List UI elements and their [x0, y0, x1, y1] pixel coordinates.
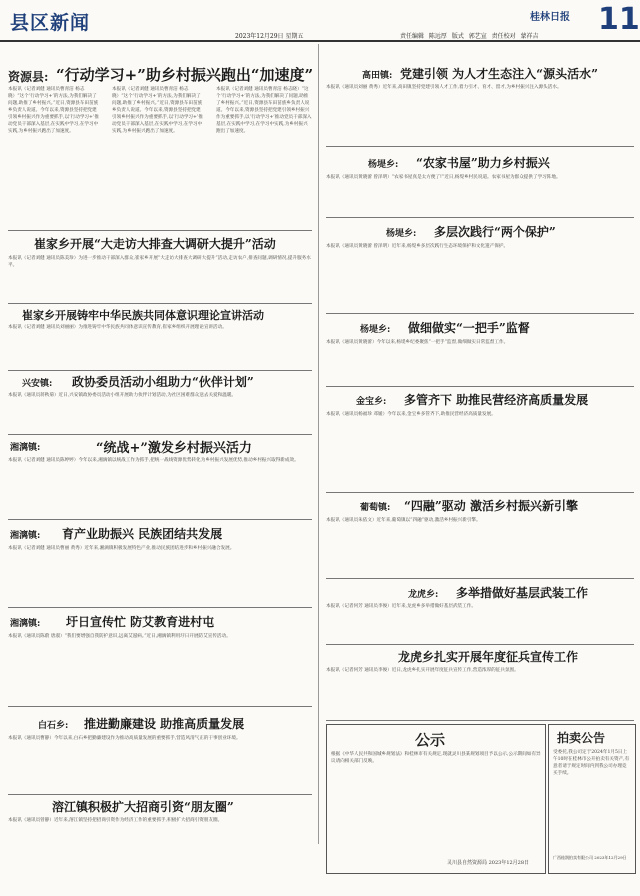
article-location: 金宝乡:: [356, 397, 387, 407]
divider: [8, 607, 312, 608]
article-body: 本报讯（通讯员黄晓蕾 曾泽明）近年来,杨堤乡多层次践行生态环境保护和文化遗产保护。: [326, 244, 509, 249]
page-header: [0, 0, 640, 42]
article-location: 葡萄镇:: [360, 503, 391, 513]
divider: [8, 230, 312, 231]
article-headline: 推进勤廉建设 助推高质量发展: [84, 717, 245, 731]
article-body: 本报讯（记者刘健 通讯员曹青洁 杨志晓）“这个‘行动学习+’的方法,为我们解决了问题,助推了乡村振兴。”近日,资源县车田苗族乡负责人说道。今年以来,资源县坚持把党建引领乡村振兴作为重要抓手,以‘行动学习+’推动党员干部深入基层,在实践中学习,在学习中实践,为乡村振兴跑出了加速度。: [8, 87, 99, 134]
article-headline: “农家书屋”助力乡村振兴: [416, 156, 550, 170]
article-headline: 崔家乡开展“大走访大排查大调研大提升”活动: [34, 237, 276, 251]
divider: [326, 217, 634, 218]
divider: [326, 578, 634, 579]
divider: [326, 492, 634, 493]
article-location: 湘漓镇:: [10, 531, 41, 541]
article-body: 本报讯（记者刘健 通讯员陈美珍）为进一步推动干部深入群众,崔家乡开展“大走访大排查大调研大提升”活动,走访农户,排查问题,调研情况,提升服务水平。: [8, 256, 311, 268]
divider: [8, 706, 312, 707]
article-location: 湘漓镇:: [10, 619, 41, 629]
notice-title: 公示: [415, 731, 446, 749]
article-headline: 做细做实“一把手”监督: [408, 321, 530, 335]
article-body: 本报讯（记者何芳 通讯员李俊）近年来,龙虎乡多举措做好基层武装工作。: [326, 604, 476, 609]
divider: [326, 386, 634, 387]
article-location: 杨堤乡:: [386, 229, 417, 239]
editor-credits: 责任编辑 陈远厚 版式 郭艺宣 责任校对 蒙祥吉: [400, 33, 539, 40]
newspaper-logo: 桂林日报: [530, 12, 570, 23]
article-location: 杨堤乡:: [360, 325, 391, 335]
article-body: 本报讯（通讯员黄晓蕾）今年以来,杨堤乡纪委聚焦“一把手”监督,做细做实日常监督工作。: [326, 340, 509, 345]
auction-title: 拍卖公告: [557, 731, 606, 745]
divider: [8, 794, 312, 795]
notice-body: 根据《中华人民共和国城乡规划法》和桂林市有关规定,现就灵川县某规划项目予以公示,公示期间如有异议请向相关部门反映。: [331, 752, 541, 764]
article-location: 资源县:: [8, 70, 49, 84]
article-location: 龙虎乡:: [408, 590, 439, 600]
article-headline: 圩日宣传忙 防艾教育进村屯: [66, 615, 215, 629]
article-headline: “四融”驱动 激活乡村振兴新引擎: [404, 499, 578, 513]
divider: [8, 519, 312, 520]
article-location: 兴安镇:: [22, 379, 53, 389]
article-headline: 党建引领 为人才生态注入“源头活水”: [400, 67, 598, 81]
issue-date: 2023年12月29日 星期五: [235, 33, 304, 40]
article-headline: 多管齐下 助推民营经济高质量发展: [404, 393, 589, 407]
divider: [326, 644, 634, 645]
article-headline: “行动学习+”助乡村振兴跑出“加速度”: [56, 66, 314, 84]
article-location: 杨堤乡:: [368, 160, 399, 170]
article-body: 本报讯（记者刘健 通讯员曹丽 黄秀）近年来,湘漓镇积极发展特色产业,推动民族团结进步和乡村振兴融合发展。: [8, 546, 235, 551]
article-location: 白石乡:: [38, 721, 69, 731]
article-body: 本报讯（通讯员曹静）今年以来,白石乡把勤廉建设作为推动高质量发展的重要抓手,营造风清气正的干事创业环境。: [8, 736, 241, 741]
notice-signature: 灵川县自然资源局 2023年12月28日: [447, 860, 530, 866]
article-headline: 多举措做好基层武装工作: [456, 586, 589, 600]
article-headline: 溶江镇积极扩大招商引资“朋友圈”: [52, 800, 234, 814]
article-body: 本报讯（记者刘健 通讯员刘丽丽）为推进铸牢中华民族共同体意识宣传教育,崔家乡组织开展理论宣讲活动。: [8, 325, 227, 330]
divider: [8, 434, 312, 435]
article-body: 本报讯（通讯员蒋秋菊）近日,兴安镇政协委员活动小组开展助力伙伴计划活动,为社区困难群众送去关爱和温暖。: [8, 393, 237, 398]
article-headline: 龙虎乡扎实开展年度征兵宣传工作: [398, 650, 579, 664]
divider: [326, 313, 634, 314]
article-body: 本报讯（记者刘健 通讯员曹青洁 杨志晓）“这个‘行动学习+’的方法,为我们解决了问题,助推了乡村振兴。”近日,资源县车田苗族乡负责人说道。今年以来,资源县坚持把党建引领乡村振兴作为重要抓手,以‘行动学习+’推动党员干部深入基层,在实践中学习,在学习中实践,为乡村振兴跑出了加速度。: [112, 87, 203, 134]
article-headline: 多层次践行“两个保护”: [434, 225, 556, 239]
divider: [326, 720, 634, 721]
page-number: 11: [598, 2, 640, 37]
article-location: 湘漓镇:: [10, 443, 41, 453]
article-body: 本报讯（通讯员杨福珍 邓媛）今年以来,金宝乡多管齐下,助推民营经济高质量发展。: [326, 412, 496, 417]
article-body: 本报讯（通讯员刘丽 黄秀）近年来,高田镇坚持党建引领人才工作,着力引才、育才、留才,为乡村振兴注入源头活水。: [326, 85, 562, 90]
public-notice: [326, 724, 546, 874]
article-body: 本报讯（通讯员陈蔚 唐淑）“我们要增强自我防护意识,远离艾滋病。”近日,湘漓镇利用圩日开展防艾宣传活动。: [8, 634, 231, 639]
article-headline: “统战+”激发乡村振兴活力: [96, 441, 252, 456]
divider: [8, 370, 312, 371]
divider: [326, 146, 634, 147]
column-divider: [318, 44, 319, 844]
article-body: 本报讯（记者何芳 通讯员李俊）近日,龙虎乡扎实开展年度征兵宣传工作,营造浓厚的征兵氛围。: [326, 668, 519, 673]
auction-signature: 广西桂润拍卖有限公司 2023年12月29日: [553, 855, 627, 860]
article-headline: 政协委员活动小组助力“伙伴计划”: [72, 375, 254, 389]
article-body: 本报讯（通讯员朱依文）近年来,葡萄镇以“四融”驱动,激活乡村振兴新引擎。: [326, 518, 481, 523]
auction-body: 受委托,我公司定于2024年1月5日上午10时在桂林市公开拍卖有关资产,有意者请于规定时间内到我公司办理竞买手续。: [553, 750, 630, 776]
article-body: 本报讯（通讯员曾静）近年来,溶江镇坚持把招商引资作为经济工作的重要抓手,积极扩大招商引资朋友圈。: [8, 818, 223, 823]
auction-notice: [548, 724, 636, 874]
article-body: 本报讯（记者刘健 通讯员陈婷婷）今年以来,湘漓镇以统战工作为抓手,把统一战线资源优势转化为乡村振兴发展优势,推动乡村振兴取得新成效。: [8, 458, 299, 463]
article-headline: 崔家乡开展铸牢中华民族共同体意识理论宣讲活动: [22, 309, 264, 322]
article-headline: 育产业助振兴 民族团结共发展: [62, 527, 223, 541]
article-body: 本报讯（记者刘健 通讯员曹青洁 杨志晓）“这个‘行动学习+’的方法,为我们解决了问题,助推了乡村振兴。”近日,资源县车田苗族乡负责人说道。今年以来,资源县坚持把党建引领乡村振兴作为重要抓手,以‘行动学习+’推动党员干部深入基层,在实践中学习,在学习中实践,为乡村振兴跑出了加速度。: [216, 87, 312, 134]
divider: [8, 303, 312, 304]
article-location: 高田镇:: [362, 71, 393, 81]
section-title: 县区新闻: [10, 12, 91, 34]
article-body: 本报讯（通讯员黄晓蕾 曾泽明）“农家书屋真是太方便了!”近日,杨堤乡村民说道。农家书屋为群众提供了学习阵地。: [326, 175, 561, 180]
